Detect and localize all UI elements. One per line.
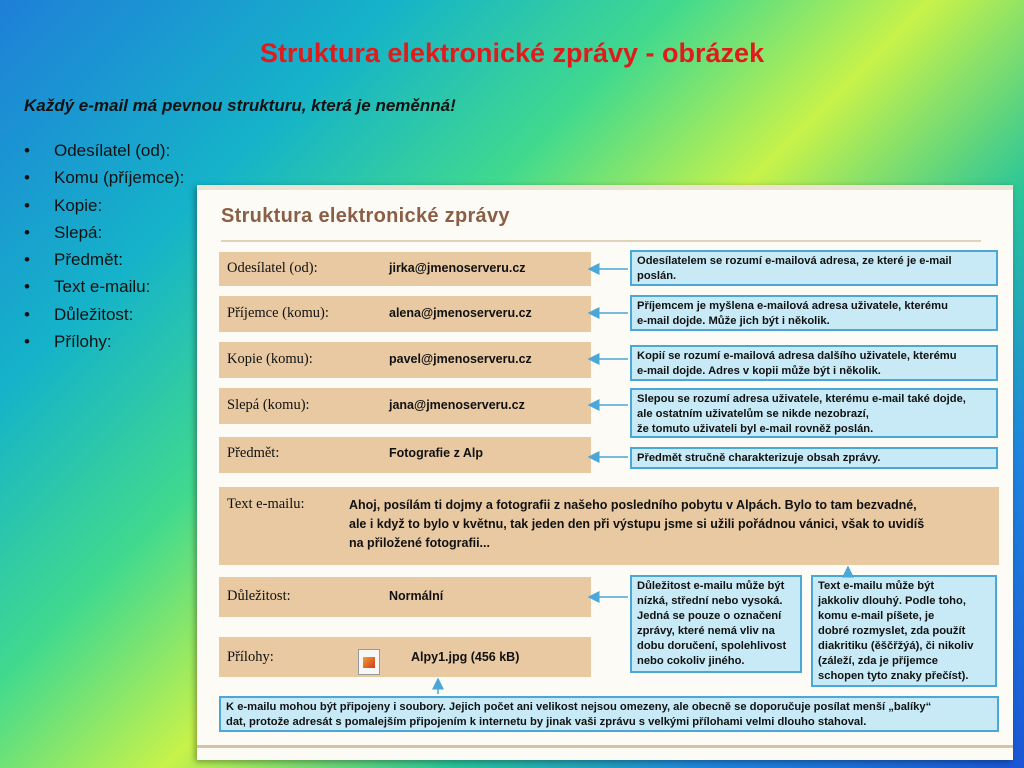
note-line: Jedná se pouze o označení [637,610,782,622]
note-line: Předmět stručně charakterizuje obsah zprávy. [637,452,881,464]
note-line: komu e-mail píšete, je [818,610,935,622]
bullet-item: • Důležitost: [24,303,184,330]
field-value: alena@jmenoserveru.cz [389,306,532,320]
field-label: Slepá (komu): [227,397,310,413]
field-value: Normální [389,589,444,603]
bullet-list [24,139,184,357]
bullet-item: • Kopie: [24,194,184,221]
field-value: Alpy1.jpg (456 kB) [411,650,520,664]
note-line: nebo cokoliv jiného. [637,655,745,667]
bullet-item: • Předmět: [24,248,184,275]
note-line: e-mail dojde. Adres v kopii může být i několik. [637,365,881,377]
message-line: ale i když to bylo v květnu, tak jeden den při výstupu jsme si užili pořádnou vánici, však to uvidíš [349,517,925,531]
note-line: Důležitost e-mailu může být [637,580,785,592]
note-line: že tomuto uživateli byl e-mail rovněž poslán. [637,423,874,435]
field-label: Kopie (komu): [227,351,313,367]
note-line: Text e-mailu může být [818,580,935,592]
bullet-item: • Přílohy: [24,330,184,357]
note-line: schopen tyto znaky přečíst). [818,670,969,682]
note-line: poslán. [637,270,677,282]
note-line: K e-mailu mohou být připojeny i soubory. Jejich počet ani velikost nejsou omezeny, ale obecně se doporučuje posílat menší „balíky“ [226,701,932,713]
field-value: pavel@jmenoserveru.cz [389,352,532,366]
note-line: dobré rozmyslet, zda použít [818,625,966,637]
note-line: Kopií se rozumí e-mailová adresa dalšího uživatele, kterému [637,350,957,362]
note-line: zprávy, které nemá vliv na [637,625,775,637]
note-line: jakkoliv dlouhý. Podle toho, [818,595,966,607]
slide-title: Struktura elektronické zprávy - obrázek [259,38,765,68]
field-value: Fotografie z Alp [389,446,483,460]
bullet-item: • Komu (příjemce): [24,166,184,193]
bullet-item: • Slepá: [24,221,184,248]
field-label: Příjemce (komu): [227,305,329,321]
field-value: jirka@jmenoserveru.cz [389,261,526,275]
note-line: Příjemcem je myšlena e-mailová adresa uživatele, kterému [637,300,948,312]
note-line: dobu doručení, spolehlivost [637,640,787,652]
field-label: Důležitost: [227,588,291,604]
field-value: jana@jmenoserveru.cz [389,398,525,412]
message-line: Ahoj, posílám ti dojmy a fotografii z našeho posledního pobytu v Alpách. Bylo to tam bezvadné, [349,498,917,512]
field-label: Přílohy: [227,649,274,665]
figure-title: Struktura elektronické zprávy [221,205,510,227]
note-line: Odesílatelem se rozumí e-mailová adresa, ze které je e-mail [637,255,952,267]
note-line: diakritiku (ěščřžýá), či nikoliv [818,640,974,652]
note-line: nízká, střední nebo vysoká. [637,595,783,607]
note-line: e-mail dojde. Může jich být i několik. [637,315,830,327]
note-line: (záleží, zda je příjemce [818,655,939,667]
slide-subtitle: Každý e-mail má pevnou strukturu, která je neměnná! [24,96,456,115]
note-line: Slepou se rozumí adresa uživatele, kterému e-mail také dojde, [637,393,966,405]
bullet-item: • Text e-mailu: [24,275,184,302]
figure-bottom-border [197,745,1013,748]
note-line: ale ostatním uživatelům se nikde nezobrazí, [637,408,869,420]
bullet-item: • Odesílatel (od): [24,139,184,166]
email-structure-figure [197,185,1013,760]
field-label: Text e-mailu: [227,496,305,512]
note-line: dat, protože adresát s pomalejším připojením k internetu by jinak vaši zprávu s velkými přílohami velmi dlouho stahoval. [226,716,867,728]
message-line: na přiložené fotografii... [349,536,490,550]
callout-arrows [197,185,1013,760]
field-label: Předmět: [227,445,280,461]
field-label: Odesílatel (od): [227,260,318,276]
